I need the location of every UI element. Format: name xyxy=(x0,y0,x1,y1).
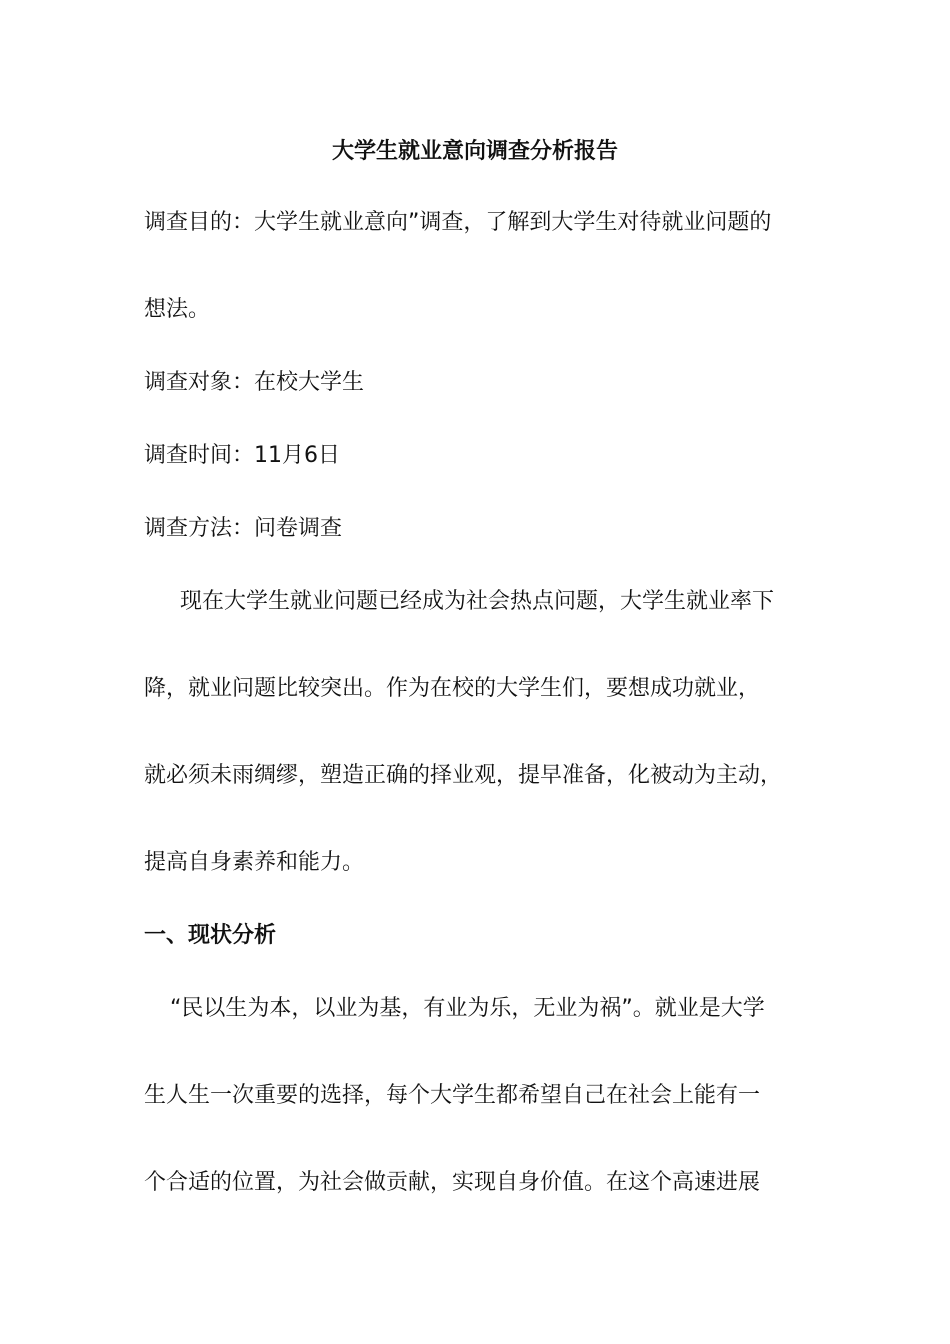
purpose-line-1: 调查目的：大学生就业意向”调查，了解到大学生对待就业问题的 xyxy=(144,210,772,235)
intro-line-1: 现在大学生就业问题已经成为社会热点问题，大学生就业率下 xyxy=(180,589,775,614)
section1-line-3: 个合适的位置，为社会做贡献，实现自身价值。在这个高速进展 xyxy=(144,1170,761,1195)
document-title: 大学生就业意向调查分析报告 xyxy=(331,139,618,164)
section-heading-status-analysis: 一、现状分析 xyxy=(144,923,277,948)
section1-line-2: 生人生一次重要的选择，每个大学生都希望自己在社会上能有一 xyxy=(144,1083,761,1108)
survey-time: 调查时间：11月6日 xyxy=(144,443,340,468)
purpose-line-2: 想法。 xyxy=(144,297,211,322)
section1-line-1: “民以生为本，以业为基，有业为乐，无业为祸”。就业是大学 xyxy=(170,996,765,1021)
survey-subject: 调查对象：在校大学生 xyxy=(144,370,365,395)
intro-line-3: 就必须未雨绸缪，塑造正确的择业观，提早准备，化被动为主动， xyxy=(144,763,783,788)
intro-line-2: 降，就业问题比较突出。作为在校的大学生们，要想成功就业， xyxy=(144,676,761,701)
intro-line-4: 提高自身素养和能力。 xyxy=(144,850,365,875)
survey-method: 调查方法：问卷调查 xyxy=(144,516,343,541)
